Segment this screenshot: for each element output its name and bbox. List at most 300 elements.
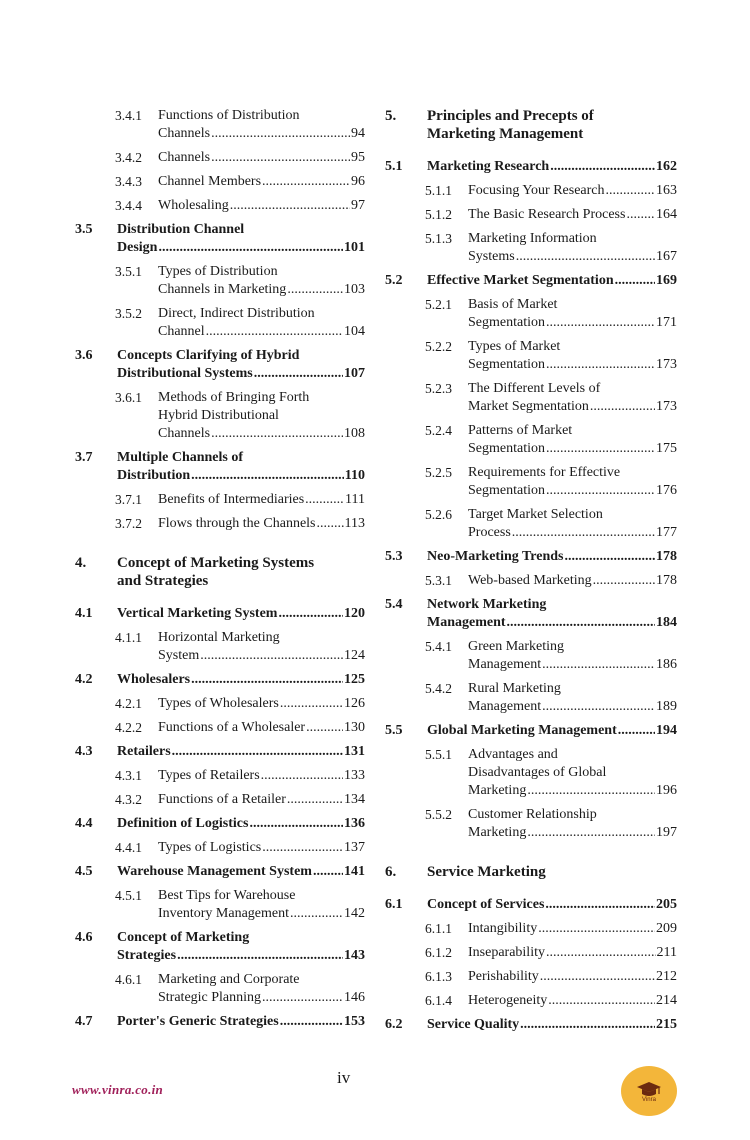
title-line: The Different Levels of [468, 381, 601, 396]
title-line: Types of Market [468, 339, 561, 354]
title-line: Channels [158, 426, 211, 441]
title-line: Customer Relationship [468, 807, 597, 822]
title-line: Management [427, 615, 506, 630]
section-number: 5.3.1 [425, 573, 452, 588]
title-line: Types of Wholesalers [158, 696, 279, 711]
title-line: Management [468, 657, 542, 672]
page-ref[interactable]: 169 [656, 273, 677, 288]
page-ref[interactable]: 146 [344, 990, 365, 1005]
section-title [158, 839, 365, 857]
page-ref[interactable]: 175 [656, 441, 677, 456]
section-number: 5.2.1 [425, 297, 452, 312]
title-line: Warehouse Management System [117, 864, 312, 879]
section-number: 5.2.3 [425, 381, 452, 396]
title-line: Design [117, 240, 158, 255]
page-ref[interactable]: 176 [656, 483, 677, 498]
section-number: 5.4.2 [425, 681, 452, 696]
title-line: Retailers [117, 744, 171, 759]
section-number: 3.4.2 [115, 150, 142, 165]
section-title [158, 263, 365, 299]
page-ref[interactable]: 126 [344, 696, 365, 711]
page-ref[interactable]: 212 [656, 969, 677, 984]
dot-leader [546, 356, 655, 374]
title-line: System [158, 648, 200, 663]
section-title [427, 722, 677, 740]
section-number: 6.1 [385, 897, 403, 912]
section-title [158, 305, 365, 341]
page-ref[interactable]: 125 [344, 672, 365, 687]
title-line: Network Marketing [427, 597, 547, 612]
title-line: Vertical Marketing System [117, 606, 278, 621]
section-title [158, 491, 365, 509]
page-ref[interactable]: 215 [656, 1017, 677, 1032]
dot-leader [606, 182, 656, 200]
title-line: Strategies [117, 948, 177, 963]
section-title [117, 743, 365, 761]
title-line: Channels [158, 150, 211, 165]
dot-leader [211, 149, 350, 167]
dot-leader [280, 695, 343, 713]
dot-leader [546, 944, 656, 962]
page-ref[interactable]: 162 [656, 159, 677, 174]
title-line: Porter's Generic Strategies [117, 1014, 279, 1029]
page-ref[interactable]: 136 [344, 816, 365, 831]
title-line: Intangibility [468, 921, 538, 936]
section-title [158, 695, 365, 713]
title-line: Channel [158, 324, 205, 339]
title-line: Segmentation [468, 357, 545, 372]
section-title [427, 896, 677, 914]
title-line: Disadvantages of Global [468, 765, 607, 780]
dot-leader [262, 839, 343, 857]
section-number: 6.1.1 [425, 921, 452, 936]
title-line: Benefits of Intermediaries [158, 492, 305, 507]
section-number: 5.2.6 [425, 507, 452, 522]
title-line: The Basic Research Process [468, 207, 626, 222]
page-ref[interactable]: 167 [656, 249, 677, 264]
section-title [158, 389, 365, 443]
section-title [158, 173, 365, 191]
section-number: 4.3.1 [115, 768, 142, 783]
section-title [468, 380, 677, 416]
dot-leader [287, 281, 343, 299]
title-line: Green Marketing [468, 639, 565, 654]
section-number: 3.5.1 [115, 264, 142, 279]
section-title [117, 1013, 365, 1031]
page-ref[interactable]: 130 [344, 720, 365, 735]
section-number: 4.3.2 [115, 792, 142, 807]
section-title [158, 149, 365, 167]
dot-leader [313, 863, 343, 881]
title-line: Principles and Precepts of [427, 108, 594, 124]
title-line: Marketing [468, 825, 527, 840]
dot-leader [538, 920, 655, 938]
section-title [158, 107, 365, 143]
dot-leader [317, 515, 344, 533]
dot-leader [520, 1016, 655, 1034]
title-line: Concepts Clarifying of Hybrid [117, 348, 300, 363]
section-title [468, 746, 677, 800]
dot-leader [287, 791, 343, 809]
title-line: Segmentation [468, 483, 545, 498]
title-line: Requirements for Effective [468, 465, 621, 480]
dot-leader [590, 398, 655, 416]
title-line: Hybrid Distributional [158, 408, 279, 423]
page-ref[interactable]: 108 [344, 426, 365, 441]
dot-leader [172, 743, 343, 761]
page-ref[interactable]: 197 [656, 825, 677, 840]
section-title [117, 815, 365, 833]
title-line: Functions of Distribution [158, 108, 300, 123]
section-title [468, 506, 677, 542]
section-number: 5.5 [385, 723, 403, 738]
page-ref[interactable]: 209 [656, 921, 677, 936]
section-number: 4.5 [75, 864, 93, 879]
section-number: 4. [75, 555, 87, 571]
section-title [117, 347, 365, 383]
page-ref[interactable]: 96 [351, 174, 365, 189]
section-title [427, 158, 677, 176]
page-ref[interactable]: 103 [344, 282, 365, 297]
dot-leader [278, 605, 343, 623]
section-title [158, 515, 365, 533]
page-ref[interactable]: 133 [344, 768, 365, 783]
section-number: 4.2 [75, 672, 93, 687]
title-line: Segmentation [468, 441, 545, 456]
section-number: 3.7.2 [115, 516, 142, 531]
dot-leader [211, 425, 343, 443]
section-number: 3.6.1 [115, 390, 142, 405]
section-title [427, 1016, 677, 1034]
section-title [158, 629, 365, 665]
dot-leader [545, 896, 655, 914]
dot-leader [191, 467, 344, 485]
dot-leader [206, 323, 343, 341]
section-number: 3.5 [75, 222, 93, 237]
title-line: Best Tips for Warehouse [158, 888, 296, 903]
title-line: Basis of Market [468, 297, 558, 312]
page-ref[interactable]: 97 [351, 198, 365, 213]
section-number: 5.2.5 [425, 465, 452, 480]
title-line: Inseparability [468, 945, 545, 960]
page-ref[interactable]: 104 [344, 324, 365, 339]
section-title [468, 992, 677, 1010]
section-number: 5.4.1 [425, 639, 452, 654]
dot-leader [262, 989, 343, 1007]
section-number: 5.2 [385, 273, 403, 288]
title-line: Systems [468, 249, 515, 264]
dot-leader [550, 158, 655, 176]
section-title [468, 338, 677, 374]
title-line: Horizontal Marketing [158, 630, 280, 645]
title-line: Rural Marketing [468, 681, 561, 696]
page-ref[interactable]: 124 [344, 648, 365, 663]
section-title [117, 671, 365, 689]
title-line: Marketing Management [427, 126, 584, 142]
title-line: Effective Market Segmentation [427, 273, 614, 288]
page-number: iv [337, 1068, 351, 1087]
section-number: 5.1.1 [425, 183, 452, 198]
title-line: Concept of Marketing [117, 930, 250, 945]
dot-leader [626, 206, 655, 224]
title-line: Segmentation [468, 315, 545, 330]
title-line: Advantages and [468, 747, 558, 762]
section-number: 5.1.2 [425, 207, 452, 222]
section-number: 6.1.2 [425, 945, 452, 960]
title-line: Target Market Selection [468, 507, 603, 522]
section-number: 4.7 [75, 1014, 93, 1029]
page-ref[interactable]: 189 [656, 699, 677, 714]
page-ref[interactable]: 196 [656, 783, 677, 798]
page-ref[interactable]: 95 [351, 150, 365, 165]
title-line: Patterns of Market [468, 423, 573, 438]
page-ref[interactable]: 205 [656, 897, 677, 912]
section-number: 4.2.1 [115, 696, 142, 711]
section-number: 6.2 [385, 1017, 403, 1032]
dot-leader [305, 491, 344, 509]
page-ref[interactable]: 173 [656, 399, 677, 414]
title-line: Global Marketing Management [427, 723, 617, 738]
page-ref[interactable]: 107 [344, 366, 365, 381]
page-ref[interactable]: 211 [656, 945, 677, 960]
title-line: Inventory Management [158, 906, 290, 921]
section-number: 5.2.2 [425, 339, 452, 354]
section-number: 6.1.3 [425, 969, 452, 984]
page-ref[interactable]: 134 [344, 792, 365, 807]
section-number: 5.2.4 [425, 423, 452, 438]
page-ref[interactable]: 171 [656, 315, 677, 330]
title-line: Multiple Channels of [117, 450, 244, 465]
dot-leader [548, 992, 655, 1010]
title-line: Distribution [117, 468, 191, 483]
title-line: Strategic Planning [158, 990, 262, 1005]
section-title [158, 887, 365, 923]
section-number: 4.4 [75, 816, 93, 831]
title-line: and Strategies [117, 573, 209, 589]
dot-leader [542, 698, 655, 716]
section-title [427, 107, 677, 143]
page-ref[interactable]: 110 [344, 468, 365, 483]
dot-leader [540, 968, 655, 986]
title-line: Service Quality [427, 1017, 520, 1032]
section-title [427, 272, 677, 290]
section-title [468, 296, 677, 332]
dot-leader [593, 572, 655, 590]
page-ref[interactable]: 137 [344, 840, 365, 855]
section-title [468, 680, 677, 716]
title-line: Marketing Information [468, 231, 597, 246]
title-line: Marketing Research [427, 159, 550, 174]
section-title [158, 719, 365, 737]
section-number: 3.4.4 [115, 198, 142, 213]
dot-leader [527, 824, 655, 842]
section-number: 3.4.3 [115, 174, 142, 189]
logo-label: Vinra [642, 1096, 656, 1103]
publisher-logo [621, 1066, 677, 1116]
title-line: Concept of Services [427, 897, 545, 912]
section-number: 4.2.2 [115, 720, 142, 735]
section-title [117, 605, 365, 623]
section-number: 4.6 [75, 930, 93, 945]
section-number: 5.4 [385, 597, 403, 612]
title-line: Methods of Bringing Forth [158, 390, 310, 405]
section-title [468, 806, 677, 842]
title-line: Channels [158, 126, 211, 141]
dot-leader [177, 947, 343, 965]
title-line: Definition of Logistics [117, 816, 249, 831]
title-line: Flows through the Channels [158, 516, 316, 531]
title-line: Wholesalers [117, 672, 191, 687]
section-title [468, 920, 677, 938]
title-line: Marketing [468, 783, 527, 798]
dot-leader [290, 905, 343, 923]
section-title [468, 206, 677, 224]
page-ref[interactable]: 163 [656, 183, 677, 198]
dot-leader [546, 314, 655, 332]
section-title [468, 638, 677, 674]
dot-leader [615, 272, 655, 290]
dot-leader [249, 815, 343, 833]
title-line: Management [468, 699, 542, 714]
page-ref[interactable]: 131 [344, 744, 365, 759]
title-line: Types of Retailers [158, 768, 260, 783]
section-title [427, 548, 677, 566]
dot-leader [191, 671, 343, 689]
page-ref[interactable]: 214 [656, 993, 677, 1008]
dot-leader [565, 548, 656, 566]
title-line: Perishability [468, 969, 539, 984]
section-number: 4.6.1 [115, 972, 142, 987]
title-line: Marketing and Corporate [158, 972, 300, 987]
section-number: 3.7.1 [115, 492, 142, 507]
dot-leader [158, 239, 343, 257]
dot-leader [262, 173, 350, 191]
page-ref[interactable]: 142 [344, 906, 365, 921]
section-number: 4.1 [75, 606, 93, 621]
website-url-link[interactable]: www.vinra.co.in [72, 1082, 164, 1097]
dot-leader [546, 440, 655, 458]
page-ref[interactable]: 186 [656, 657, 677, 672]
dot-leader [280, 1013, 343, 1031]
page-ref[interactable]: 178 [656, 549, 677, 564]
page-ref[interactable]: 120 [344, 606, 365, 621]
section-title [117, 449, 365, 485]
section-title [468, 464, 677, 500]
title-line: Concept of Marketing Systems [117, 555, 315, 571]
title-line: Channel Members [158, 174, 262, 189]
dot-leader [516, 248, 655, 266]
section-number: 5. [385, 108, 397, 124]
title-line: Distribution Channel [117, 222, 245, 237]
page-ref[interactable]: 178 [656, 573, 677, 588]
title-line: Wholesaling [158, 198, 229, 213]
section-number: 6. [385, 864, 397, 880]
title-line: Functions of a Retailer [158, 792, 286, 807]
dot-leader [230, 197, 350, 215]
section-title [468, 968, 677, 986]
section-title [427, 863, 677, 881]
section-title [158, 971, 365, 1007]
page-ref[interactable]: 141 [344, 864, 365, 879]
dot-leader [527, 782, 655, 800]
page-ref[interactable]: 94 [351, 126, 365, 141]
title-line: Distributional Systems [117, 366, 253, 381]
section-title [117, 863, 365, 881]
page-ref[interactable]: 153 [344, 1014, 365, 1029]
page-ref[interactable]: 177 [656, 525, 677, 540]
section-number: 3.5.2 [115, 306, 142, 321]
title-line: Types of Logistics [158, 840, 262, 855]
page-ref[interactable]: 194 [656, 723, 677, 738]
title-line: Neo-Marketing Trends [427, 549, 564, 564]
section-number: 5.1.3 [425, 231, 452, 246]
section-number: 5.1 [385, 159, 403, 174]
dot-leader [306, 719, 343, 737]
title-line: Functions of a Wholesaler [158, 720, 306, 735]
section-title [158, 197, 365, 215]
section-number: 6.1.4 [425, 993, 452, 1008]
section-title [117, 929, 365, 965]
section-title [468, 572, 677, 590]
page-ref[interactable]: 143 [344, 948, 365, 963]
dot-leader [618, 722, 655, 740]
title-line: Web-based Marketing [468, 573, 592, 588]
section-title [468, 422, 677, 458]
dot-leader [261, 767, 343, 785]
page-ref[interactable]: 164 [656, 207, 677, 222]
dot-leader [512, 524, 655, 542]
dot-leader [546, 482, 655, 500]
page-ref[interactable]: 173 [656, 357, 677, 372]
section-title [468, 944, 677, 962]
dot-leader [507, 614, 655, 632]
dot-leader [200, 647, 343, 665]
section-number: 4.4.1 [115, 840, 142, 855]
section-title [117, 221, 365, 257]
title-line: Types of Distribution [158, 264, 278, 279]
dot-leader [254, 365, 343, 383]
page-ref[interactable]: 184 [656, 615, 677, 630]
section-title [468, 230, 677, 266]
page-ref[interactable]: 111 [345, 492, 365, 507]
section-title [158, 791, 365, 809]
page-ref[interactable]: 101 [344, 240, 365, 255]
dot-leader [211, 125, 350, 143]
title-line: Service Marketing [427, 864, 546, 880]
section-title [427, 596, 677, 632]
section-number: 5.5.1 [425, 747, 452, 762]
title-line: Channels in Marketing [158, 282, 287, 297]
section-number: 3.7 [75, 450, 93, 465]
title-line: Direct, Indirect Distribution [158, 306, 315, 321]
title-line: Heterogeneity [468, 993, 548, 1008]
section-number: 3.4.1 [115, 108, 142, 123]
section-title [468, 182, 677, 200]
section-number: 4.1.1 [115, 630, 142, 645]
page-ref[interactable]: 113 [344, 516, 365, 531]
section-number: 3.6 [75, 348, 93, 363]
section-number: 5.3 [385, 549, 403, 564]
section-number: 4.3 [75, 744, 93, 759]
section-number: 4.5.1 [115, 888, 142, 903]
section-number: 5.5.2 [425, 807, 452, 822]
section-title [158, 767, 365, 785]
title-line: Process [468, 525, 511, 540]
title-line: Focusing Your Research [468, 183, 605, 198]
title-line: Market Segmentation [468, 399, 589, 414]
section-title [117, 554, 365, 590]
dot-leader [542, 656, 655, 674]
